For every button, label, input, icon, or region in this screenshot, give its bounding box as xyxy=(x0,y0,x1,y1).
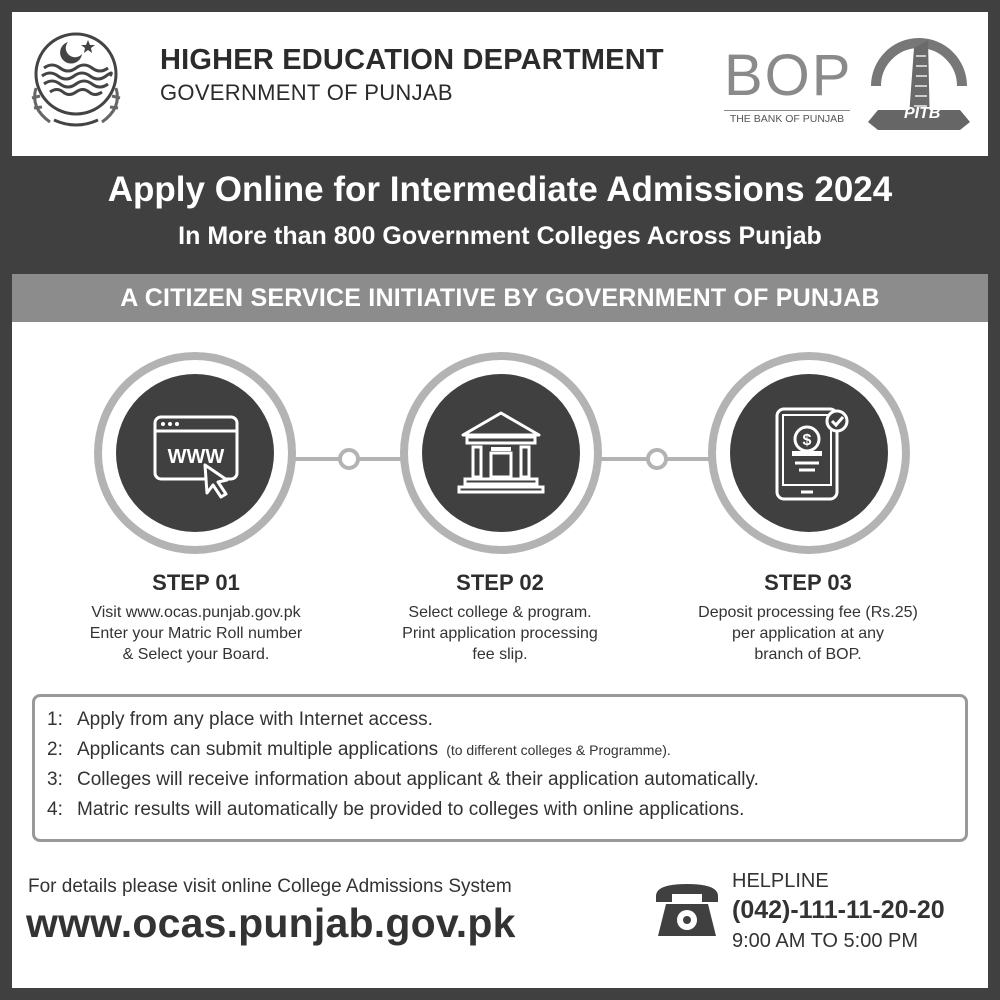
footer-label: For details please visit online College Admissions System xyxy=(28,876,512,897)
mobile-payment-icon xyxy=(759,403,859,503)
banner-title: Apply Online for Intermediate Admissions 2024 xyxy=(107,170,893,209)
banner-subtitle: In More than 800 Government Colleges Across Punjab xyxy=(178,222,822,250)
connector-node xyxy=(338,448,360,470)
connector-node xyxy=(646,448,668,470)
step-01-circle xyxy=(94,352,296,554)
note-text: Applicants can submit multiple applications xyxy=(77,739,439,760)
initiative-strip: A CITIZEN SERVICE INITIATIVE BY GOVERNMENT OF PUNJAB xyxy=(12,274,988,322)
government-subtitle: GOVERNMENT OF PUNJAB xyxy=(160,80,453,105)
note-item xyxy=(47,769,759,791)
step-01-title: STEP 01 xyxy=(152,570,240,595)
www-browser-icon xyxy=(145,403,245,503)
helpline-label: HELPLINE xyxy=(732,870,829,892)
note-item xyxy=(47,739,671,761)
note-item xyxy=(47,799,744,821)
step-03-circle xyxy=(708,352,910,554)
bop-logo-letters: BOP xyxy=(724,43,853,108)
note-item xyxy=(47,709,433,731)
pitb-logo xyxy=(864,26,974,144)
step-03-disc xyxy=(730,374,888,532)
step-02-description: Select college & program. Print application processing fee slip. xyxy=(402,604,598,663)
steps-section xyxy=(12,322,988,692)
notes-box xyxy=(32,694,968,842)
svg-text:$: $ xyxy=(802,432,812,449)
note-number: 3: xyxy=(47,769,63,790)
note-text: Matric results will automatically be provided to colleges with online applications. xyxy=(77,799,745,820)
browser-www-text: WWW xyxy=(167,446,225,468)
step-01-disc xyxy=(116,374,274,532)
note-text: Apply from any place with Internet access. xyxy=(77,709,433,730)
poster xyxy=(12,12,988,988)
title-banner xyxy=(12,156,988,274)
helpline-number[interactable]: (042)-111-11-20-20 xyxy=(732,896,945,924)
note-number: 1: xyxy=(47,709,63,730)
pitb-tower-icon xyxy=(864,26,974,144)
helpline-hours: 9:00 AM TO 5:00 PM xyxy=(732,930,919,952)
step-03-title: STEP 03 xyxy=(764,570,852,595)
step-02-circle xyxy=(400,352,602,554)
punjab-emblem-icon xyxy=(28,28,124,132)
note-number: 4: xyxy=(47,799,63,820)
step-02-title: STEP 02 xyxy=(456,570,544,595)
header xyxy=(12,12,988,156)
department-title: HIGHER EDUCATION DEPARTMENT xyxy=(160,44,664,76)
note-extra: (to different colleges & Programme). xyxy=(446,742,671,758)
step-02-disc xyxy=(422,374,580,532)
bop-logo xyxy=(724,43,853,126)
pitb-label: PITB xyxy=(904,105,941,122)
bop-tagline: THE BANK OF PUNJAB xyxy=(724,110,850,125)
note-text: Colleges will receive information about applicant & their application automatically. xyxy=(77,769,759,790)
ocas-website-link[interactable]: www.ocas.punjab.gov.pk xyxy=(26,900,516,946)
college-building-icon xyxy=(451,403,551,503)
step-03-description: Deposit processing fee (Rs.25) per application at any branch of BOP. xyxy=(698,604,918,663)
telephone-icon xyxy=(652,880,722,940)
step-01-description: Visit www.ocas.punjab.gov.pk Enter your Matric Roll number & Select your Board. xyxy=(89,604,303,663)
note-number: 2: xyxy=(47,739,63,760)
